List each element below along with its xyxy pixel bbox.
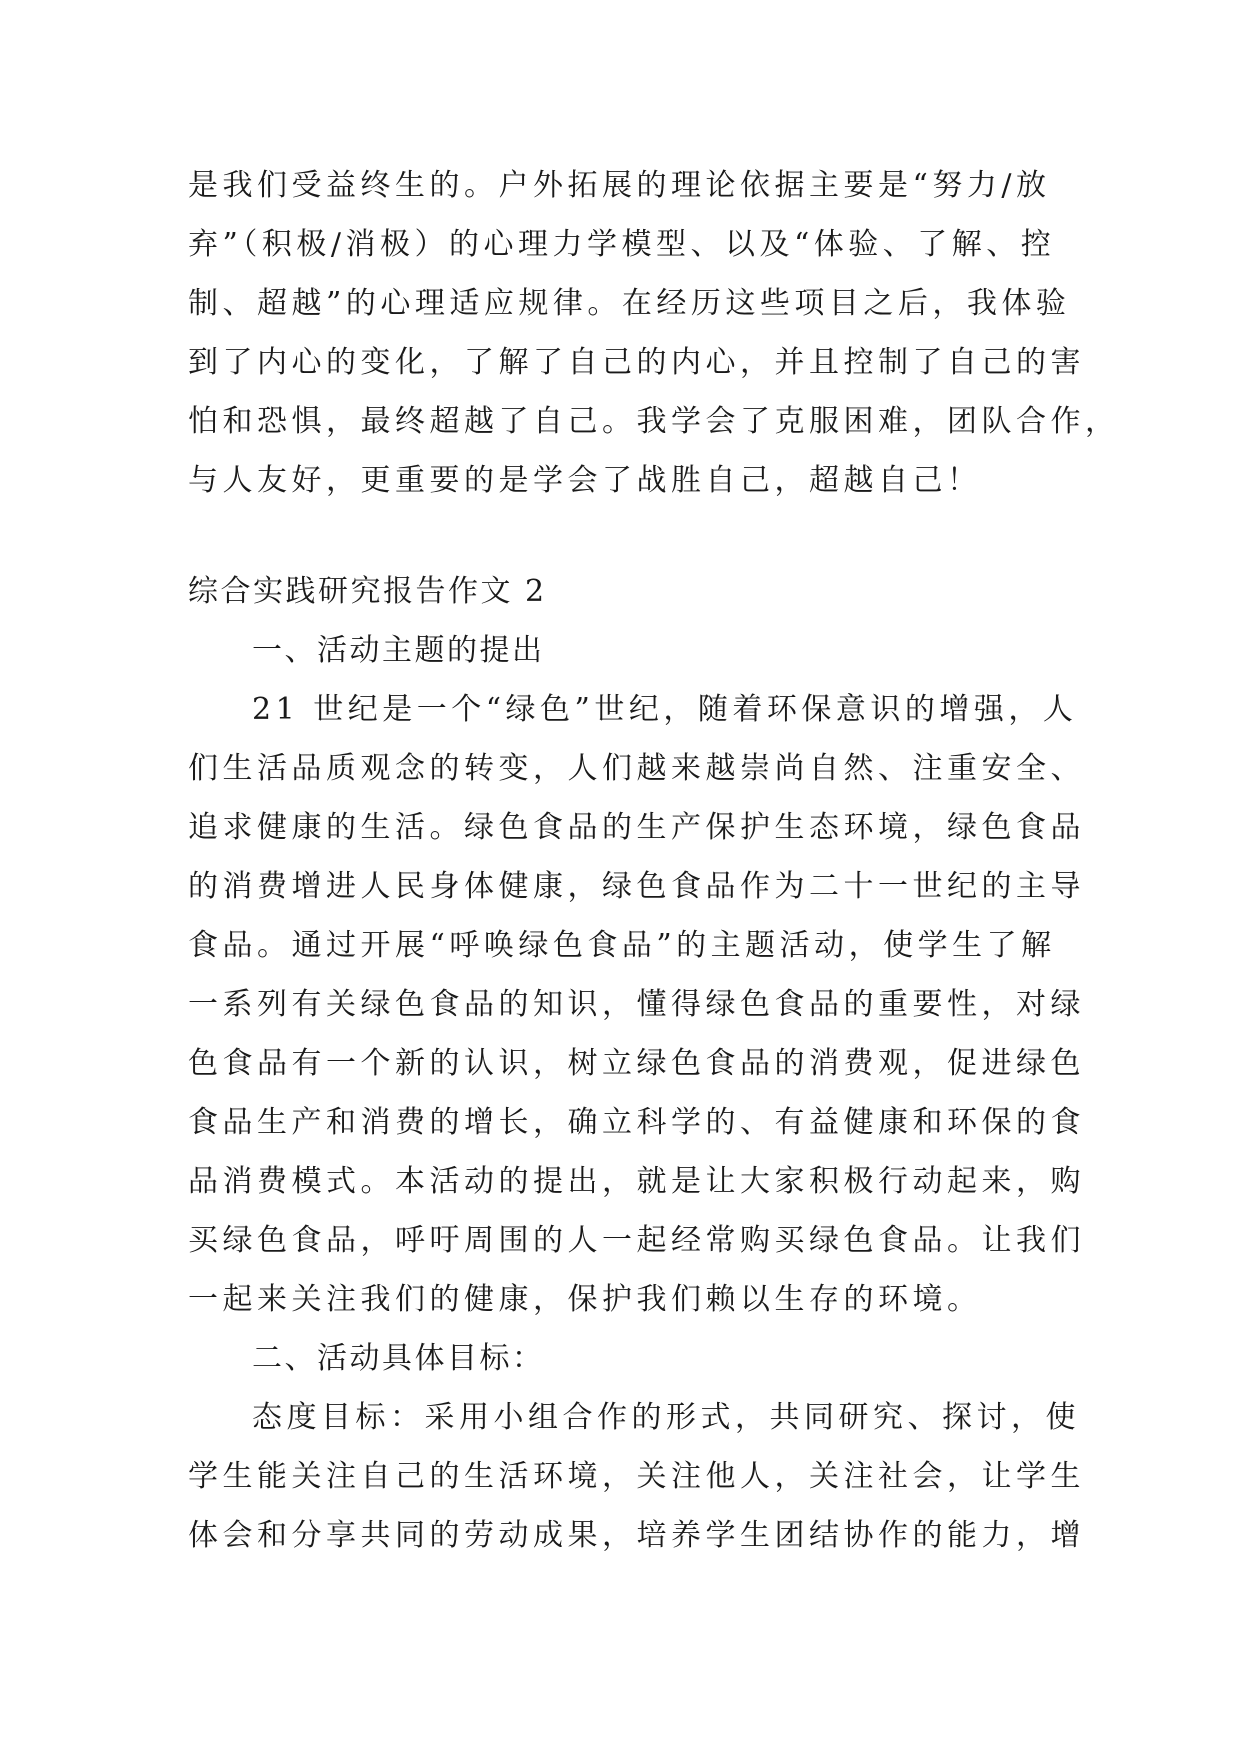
paragraph-line: 们生活品质观念的转变，人们越来越崇尚自然、注重安全、 <box>188 751 1085 786</box>
paragraph-line: 到了内心的变化，了解了自己的内心，并且控制了自己的害 <box>188 345 1085 380</box>
paragraph-line: 食品。通过开展“呼唤绿色食品”的主题活动，使学生了解 <box>188 928 1056 963</box>
section-title: 综合实践研究报告作文 2 <box>188 574 547 609</box>
paragraph-line: 怕和恐惧，最终超越了自己。我学会了克服困难，团队合作， <box>188 404 1120 439</box>
paragraph-line: 品消费模式。本活动的提出，就是让大家积极行动起来，购 <box>188 1164 1085 1199</box>
paragraph-line: 一起来关注我们的健康，保护我们赖以生存的环境。 <box>188 1282 982 1317</box>
paragraph-line: 一系列有关绿色食品的知识，懂得绿色食品的重要性，对绿 <box>188 987 1085 1022</box>
paragraph-line: 买绿色食品，呼吁周围的人一起经常购买绿色食品。让我们 <box>188 1223 1085 1258</box>
paragraph-line: 色食品有一个新的认识，树立绿色食品的消费观，促进绿色 <box>188 1046 1085 1081</box>
paragraph-line: 是我们受益终生的。户外拓展的理论依据主要是“努力/放 <box>188 168 1051 203</box>
paragraph-line: 体会和分享共同的劳动成果，培养学生团结协作的能力，增 <box>188 1518 1085 1553</box>
paragraph-line: 的消费增进人民身体健康，绿色食品作为二十一世纪的主导 <box>188 869 1085 904</box>
paragraph-line: 与人友好，更重要的是学会了战胜自己，超越自己！ <box>188 463 982 498</box>
paragraph-line: 制、超越”的心理适应规律。在经历这些项目之后，我体验 <box>188 286 1071 321</box>
paragraph-line: 弃”（积极/消极）的心理力学模型、以及“体验、了解、控 <box>188 227 1056 262</box>
paragraph-line: 态度目标：采用小组合作的形式，共同研究、探讨，使 <box>252 1400 1080 1435</box>
paragraph-line: 食品生产和消费的增长，确立科学的、有益健康和环保的食 <box>188 1105 1085 1140</box>
subsection-heading: 一、活动主题的提出 <box>252 633 545 668</box>
paragraph-line: 21 世纪是一个“绿色”世纪，随着环保意识的增强，人 <box>252 692 1078 727</box>
subsection-heading: 二、活动具体目标： <box>252 1341 545 1376</box>
paragraph-line: 学生能关注自己的生活环境，关注他人，关注社会，让学生 <box>188 1459 1085 1494</box>
paragraph-line: 追求健康的生活。绿色食品的生产保护生态环境，绿色食品 <box>188 810 1085 845</box>
